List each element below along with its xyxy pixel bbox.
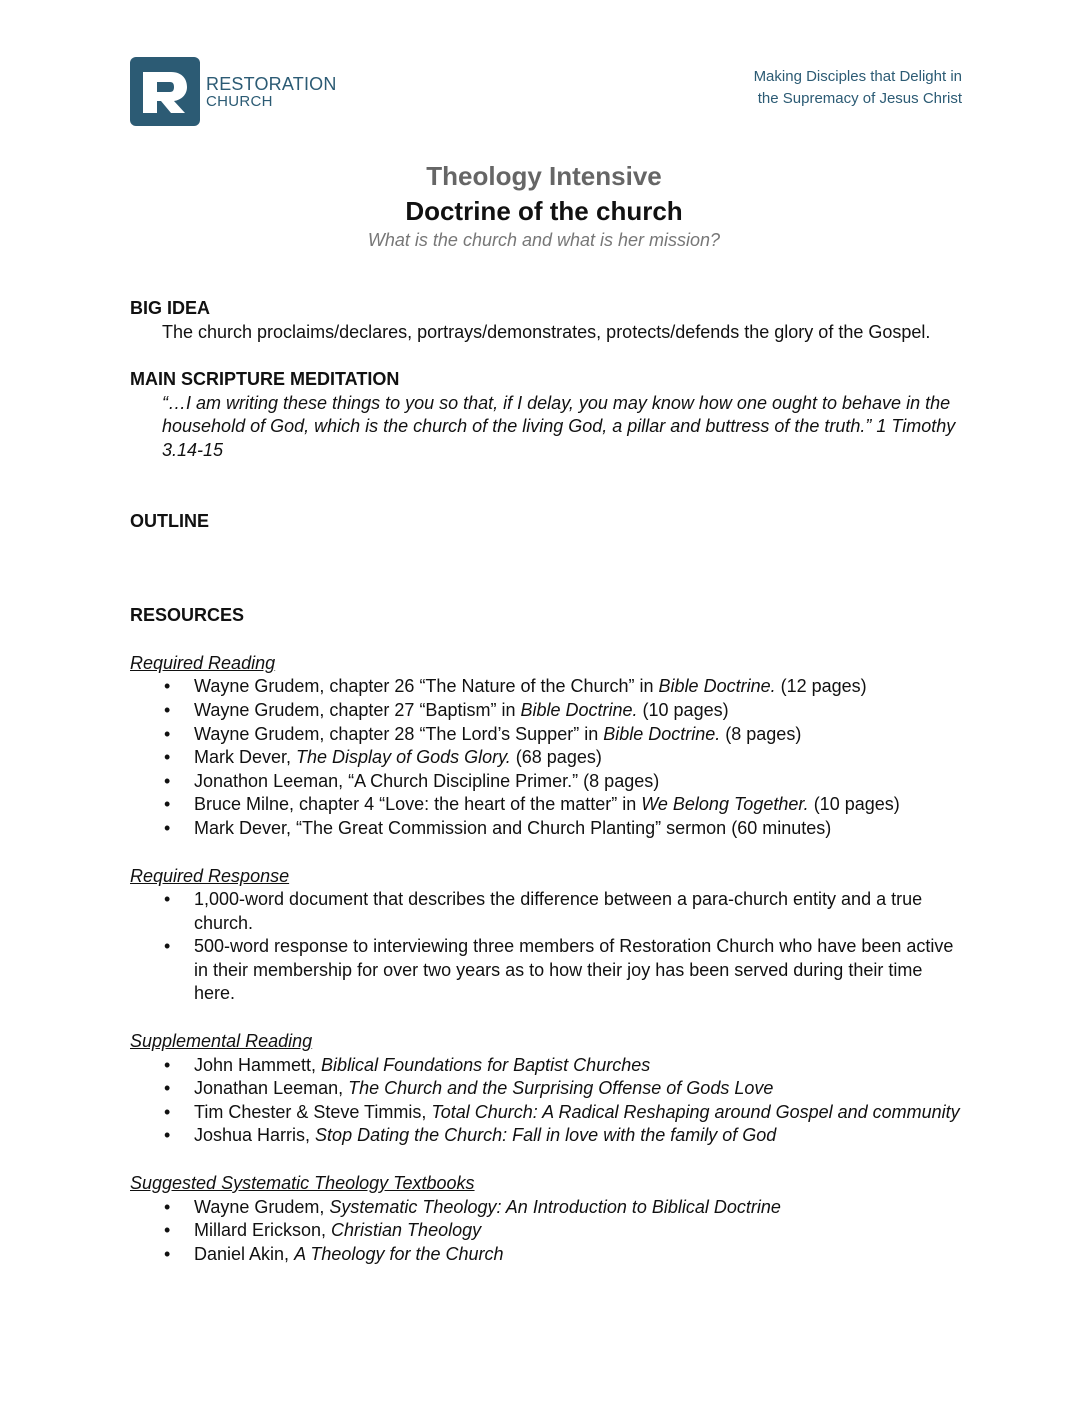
required-response-title: Required Response [130,865,290,886]
bullet-icon: • [164,1220,171,1241]
item-title-italic: Bible Doctrine. [520,699,638,720]
list-item [130,746,960,770]
item-suffix: (68 pages) [510,747,602,768]
item-text: Tim Chester & Steve Timmis, [194,1101,432,1122]
item-text: Jonathon Leeman, “A Church Discipline Primer.” (8 pages) [194,770,660,791]
meditation-heading: MAIN SCRIPTURE MEDITATION [130,369,400,390]
bullet-icon: • [164,770,171,791]
textbooks-list [130,1196,960,1267]
big-idea-text: The church proclaims/declares, portrays/demonstrates, protects/defends the glory of the Gospel. [162,321,931,342]
list-item [130,1196,960,1220]
item-text: Jonathan Leeman, [194,1078,349,1099]
bullet-icon: • [164,889,171,910]
item-suffix: (10 pages) [808,794,900,815]
item-text: Wayne Grudem, chapter 27 “Baptism” in [194,699,521,720]
list-item [130,817,960,841]
bullet-icon: • [164,1243,171,1264]
item-text: Wayne Grudem, chapter 28 “The Lord’s Supper” in [194,723,604,744]
bullet-icon: • [164,817,171,838]
item-title-italic: Total Church: A Radical Reshaping around Gospel and community [431,1101,960,1122]
list-item [130,770,960,794]
list-item [130,1101,960,1125]
item-title-italic: Bible Doctrine. [658,676,776,697]
list-item [130,1054,960,1078]
list-item [130,675,960,699]
document-body [130,297,960,1266]
r-logo-icon [130,57,200,126]
item-suffix: (8 pages) [720,723,802,744]
item-title-italic: Biblical Foundations for Baptist Churches [321,1054,651,1075]
item-title-italic: We Belong Together. [641,794,809,815]
item-suffix: (10 pages) [637,699,729,720]
bullet-icon: • [164,699,171,720]
list-item [130,1243,960,1267]
list-item [130,699,960,723]
bullet-icon: • [164,794,171,815]
item-text: Joshua Harris, [194,1125,316,1146]
supplemental-reading-title: Supplemental Reading [130,1031,313,1052]
item-text: Millard Erickson, [194,1220,332,1241]
item-text: Wayne Grudem, chapter 26 “The Nature of the Church” in [194,676,659,697]
item-text: Mark Dever, [194,747,297,768]
item-text: 500-word response to interviewing three members of Restoration Church who have been active in their membership for over two years as to how their joy has been served during their time here. [194,936,954,1004]
item-title-italic: The Display of Gods Glory. [296,747,511,768]
item-title-italic: Christian Theology [331,1220,482,1241]
required-response-list [130,888,960,1006]
logo-line1: RESTORATION [206,73,337,94]
supplemental-reading-list [130,1054,960,1148]
page-subtitle: What is the church and what is her mission? [367,230,721,250]
item-title-italic: Stop Dating the Church: Fall in love with the family of God [315,1125,777,1146]
logo-line2: CHURCH [206,92,273,110]
meditation-text: “…I am writing these things to you so that, if I delay, you may know how one ought to behave in the household of God, which is the church of the living God, a pillar and buttress of the truth.” 1 Timothy 3.14-15 [162,392,956,460]
tagline-line1: Making Disciples that Delight in [753,68,962,85]
bullet-icon: • [164,1078,171,1099]
tagline-line2: the Supremacy of Jesus Christ [757,90,962,107]
item-text: Daniel Akin, [194,1243,295,1264]
resources-heading: RESOURCES [130,605,245,626]
bullet-icon: • [164,747,171,768]
item-text: 1,000-word document that describes the difference between a para-church entity and a true church. [194,889,923,933]
outline-heading: OUTLINE [130,510,209,531]
list-item [130,888,960,935]
bullet-icon: • [164,1125,171,1146]
big-idea-heading: BIG IDEA [130,298,211,318]
list-item [130,935,960,1006]
bullet-icon: • [164,1101,171,1122]
item-text: Bruce Milne, chapter 4 “Love: the heart of the matter” in [194,794,642,815]
item-text: John Hammett, [194,1054,322,1075]
list-item [130,793,960,817]
item-title-italic: Systematic Theology: An Introduction to Biblical Doctrine [329,1196,781,1217]
tagline [754,66,962,110]
bullet-icon: • [164,723,171,744]
item-title-italic: The Church and the Surprising Offense of Gods Love [348,1078,774,1099]
item-title-italic: Bible Doctrine. [603,723,721,744]
bullet-icon: • [164,936,171,957]
bullet-icon: • [164,1196,171,1217]
item-suffix: (12 pages) [775,676,867,697]
list-item [130,1077,960,1101]
item-text: Wayne Grudem, [194,1196,330,1217]
church-logo [130,57,337,126]
required-reading-title: Required Reading [130,652,276,673]
title-block [0,160,1088,252]
bullet-icon: • [164,676,171,697]
bullet-icon: • [164,1054,171,1075]
series-title: Theology Intensive [426,161,662,191]
list-item [130,1219,960,1243]
list-item [130,1124,960,1148]
item-title-italic: A Theology for the Church [294,1243,504,1264]
item-text: Mark Dever, “The Great Commission and Church Planting” sermon (60 minutes) [194,817,832,838]
list-item [130,723,960,747]
page-title: Doctrine of the church [405,196,683,226]
textbooks-title: Suggested Systematic Theology Textbooks [130,1173,475,1194]
required-reading-list [130,675,960,840]
